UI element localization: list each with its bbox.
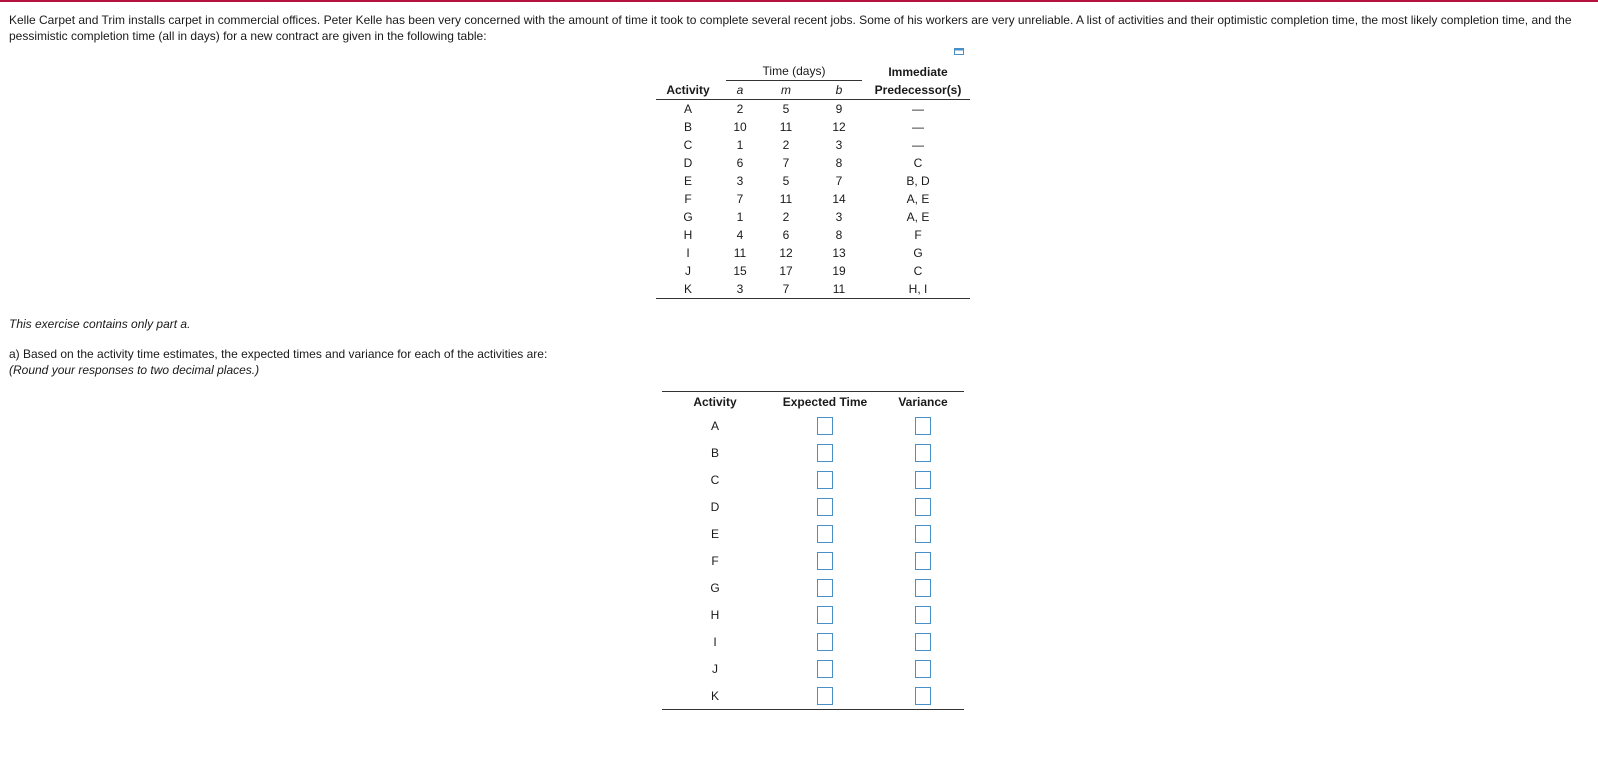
b-cell: 8 xyxy=(835,228,843,242)
answer-row xyxy=(662,547,964,574)
a-cell: 7 xyxy=(736,192,744,206)
answer-row xyxy=(662,412,964,439)
predecessor-cell: — xyxy=(912,138,924,152)
answer-row xyxy=(662,655,964,682)
data-table-row xyxy=(656,262,970,280)
b-cell: 3 xyxy=(835,138,843,152)
answer-row xyxy=(662,682,964,710)
problem-intro-text: Kelle Carpet and Trim installs carpet in commercial offices. Peter Kelle has been very concerned with the amount of time it took to complete several recent jobs. Some of his workers are very unreliable. A list of activities and their optimistic completion time, the most likely completion time, and the pessimistic completion time (all in days) for a new contract are given in the following table: xyxy=(9,13,1572,43)
expected-time-input[interactable] xyxy=(817,579,833,597)
answer-activity-label: I xyxy=(713,634,717,649)
activity-cell: B xyxy=(683,120,692,134)
predecessor-cell: B, D xyxy=(906,174,930,188)
variance-input[interactable] xyxy=(915,687,931,705)
m-cell: 2 xyxy=(782,210,790,224)
activity-cell: G xyxy=(683,210,693,224)
answer-activity-label: J xyxy=(712,661,718,676)
variance-input[interactable] xyxy=(915,498,931,516)
variance-input[interactable] xyxy=(915,633,931,651)
b-cell: 13 xyxy=(832,246,846,260)
activity-cell: A xyxy=(683,102,692,116)
data-table-row xyxy=(656,154,970,172)
b-cell: 12 xyxy=(832,120,846,134)
expected-time-input[interactable] xyxy=(817,552,833,570)
b-cell: 7 xyxy=(835,174,843,188)
predecessors-header: Predecessor(s) xyxy=(866,81,970,100)
variance-input[interactable] xyxy=(915,525,931,543)
expected-time-input[interactable] xyxy=(817,498,833,516)
predecessor-cell: F xyxy=(914,228,922,242)
answer-activity-label: H xyxy=(710,607,720,622)
data-table-row xyxy=(656,226,970,244)
a-cell: 10 xyxy=(733,120,747,134)
rounding-hint: (Round your responses to two decimal places.) xyxy=(9,363,260,377)
variance-input[interactable] xyxy=(915,417,931,435)
answer-activity-label: D xyxy=(710,499,720,514)
b-cell: 8 xyxy=(835,156,843,170)
data-table-row xyxy=(656,100,970,119)
answer-row xyxy=(662,466,964,493)
exercise-note: This exercise contains only part a. xyxy=(9,317,191,331)
expand-window-icon[interactable] xyxy=(954,48,964,56)
activity-cell: H xyxy=(683,228,693,242)
data-table-row xyxy=(656,244,970,262)
a-cell: 4 xyxy=(736,228,744,242)
answer-activity-label: G xyxy=(710,580,720,595)
predecessor-cell: — xyxy=(912,120,924,134)
expected-time-input[interactable] xyxy=(817,444,833,462)
a-cell: 6 xyxy=(736,156,744,170)
b-header: b xyxy=(812,81,866,100)
predecessor-cell: H, I xyxy=(866,280,970,299)
b-cell: 9 xyxy=(835,102,843,116)
m-cell: 5 xyxy=(782,102,790,116)
answer-row xyxy=(662,520,964,547)
expected-time-input[interactable] xyxy=(817,687,833,705)
data-table-row xyxy=(656,172,970,190)
m-cell: 2 xyxy=(782,138,790,152)
a-cell: 3 xyxy=(736,174,744,188)
a-header: a xyxy=(720,81,760,100)
answer-row xyxy=(662,439,964,466)
expected-time-input[interactable] xyxy=(817,633,833,651)
m-header: m xyxy=(760,81,812,100)
answer-activity-label: B xyxy=(710,445,719,460)
m-cell: 11 xyxy=(779,120,793,134)
b-cell: 14 xyxy=(832,192,846,206)
answer-row xyxy=(662,574,964,601)
data-table-row xyxy=(656,190,970,208)
expected-time-header: Expected Time xyxy=(768,392,882,413)
expected-time-input[interactable] xyxy=(817,471,833,489)
m-cell: 5 xyxy=(782,174,790,188)
answer-row xyxy=(662,628,964,655)
expected-time-input[interactable] xyxy=(817,417,833,435)
expected-time-input[interactable] xyxy=(817,660,833,678)
data-table-row xyxy=(656,280,970,299)
activity-data-table xyxy=(656,63,970,299)
variance-header: Variance xyxy=(882,392,964,413)
m-cell: 12 xyxy=(779,246,793,260)
b-cell: 11 xyxy=(812,280,866,299)
activity-cell: F xyxy=(684,192,692,206)
activity-cell: C xyxy=(683,138,693,152)
variance-input[interactable] xyxy=(915,444,931,462)
data-table-row xyxy=(656,118,970,136)
predecessor-cell: C xyxy=(913,264,923,278)
part-a-question: a) Based on the activity time estimates, the expected times and variance for each of the activities are: xyxy=(9,347,548,361)
m-cell: 7 xyxy=(760,280,812,299)
variance-input[interactable] xyxy=(915,579,931,597)
time-days-header: Time (days) xyxy=(726,63,862,81)
a-cell: 3 xyxy=(720,280,760,299)
variance-input[interactable] xyxy=(915,606,931,624)
a-cell: 11 xyxy=(733,246,747,260)
answer-row xyxy=(662,493,964,520)
activity-cell: J xyxy=(685,264,691,278)
predecessor-cell: A, E xyxy=(906,210,930,224)
answer-activity-label: C xyxy=(710,472,720,487)
predecessor-cell: G xyxy=(913,246,923,260)
variance-input[interactable] xyxy=(915,471,931,489)
m-cell: 7 xyxy=(782,156,790,170)
a-cell: 1 xyxy=(736,138,744,152)
a-cell: 2 xyxy=(736,102,744,116)
immediate-header: Immediate xyxy=(888,65,948,79)
activity-cell: K xyxy=(656,280,720,299)
variance-input[interactable] xyxy=(915,552,931,570)
answer-activity-label: A xyxy=(710,418,719,433)
m-cell: 11 xyxy=(779,192,793,206)
a-cell: 1 xyxy=(736,210,744,224)
m-cell: 6 xyxy=(782,228,790,242)
activity-cell: D xyxy=(683,156,693,170)
b-cell: 3 xyxy=(835,210,843,224)
b-cell: 19 xyxy=(832,264,846,278)
expected-time-input[interactable] xyxy=(817,606,833,624)
answer-activity-label: K xyxy=(662,682,768,710)
answer-table xyxy=(662,391,964,710)
activity-cell: E xyxy=(683,174,692,188)
accent-top-bar xyxy=(0,0,1598,2)
activity-cell: I xyxy=(686,246,690,260)
predecessor-cell: C xyxy=(913,156,923,170)
expected-time-input[interactable] xyxy=(817,525,833,543)
variance-input[interactable] xyxy=(915,660,931,678)
data-table-row xyxy=(656,208,970,226)
part-a-prompt xyxy=(9,346,547,378)
answer-row xyxy=(662,601,964,628)
answer-activity-header: Activity xyxy=(662,392,768,413)
predecessor-cell: A, E xyxy=(906,192,930,206)
m-cell: 17 xyxy=(779,264,793,278)
predecessor-cell: — xyxy=(912,102,924,116)
answer-activity-label: E xyxy=(710,526,719,541)
a-cell: 15 xyxy=(733,264,747,278)
data-table-row xyxy=(656,136,970,154)
activity-header: Activity xyxy=(656,81,720,100)
answer-activity-label: F xyxy=(711,553,719,568)
